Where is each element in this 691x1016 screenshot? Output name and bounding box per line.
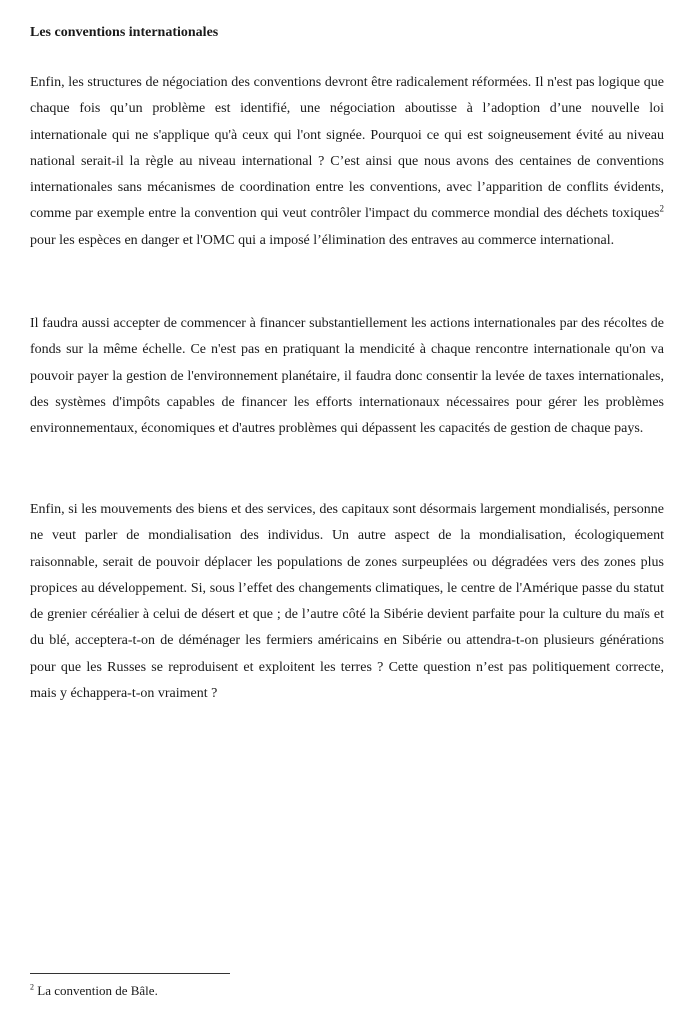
footnote-reference[interactable]: 2: [659, 203, 664, 214]
paragraph-1: [30, 70, 664, 254]
paragraph-1-text-a: Enfin, les structures de négociation des conventions devront être radicalement réformées. Il n'est pas logique que chaque fois qu’un problème est identifié, une négociation aboutisse à l’adoption d’une nouvelle loi internationale qui ne s'applique qu'à ceux qui l'ont signée. Pourquoi ce qui est soigneusement évité au niveau national serait-il la règle au niveau international ? C’est ainsi que nous avons des centaines de conventions internationales sans mécanismes de coordination entre les conventions, avec l’apparition de conflits évidents, comme par exemple entre la convention qui veut contrôler l'impact du commerce mondial des déchets toxiques: [30, 75, 664, 222]
section-title: Les conventions internationales: [30, 25, 219, 40]
paragraph-2: Il faudra aussi accepter de commencer à financer substantiellement les actions internationales par des récoltes de fonds sur la même échelle. Ce n'est pas en pratiquant la mendicité à chaque rencontre internationale qu'on va pouvoir payer la gestion de l'environnement planétaire, il faudra donc consentir la levée de taxes internationales, des systèmes d'impôts capables de financer les efforts internationaux nécessaires pour gérer les problèmes environnementaux, économiques et d'autres problèmes qui dépassent les capacités de gestion de chaque pays.: [30, 316, 664, 437]
paragraph-1-text-b: pour les espèces en danger et l'OMC qui a imposé l’élimination des entraves au commerce international.: [30, 232, 615, 248]
paragraph-3: Enfin, si les mouvements des biens et des services, des capitaux sont désormais largement mondialisés, personne ne veut parler de mondialisation des individus. Un autre aspect de la mondialisation, écologiquement raisonnable, serait de pouvoir déplacer les populations de zones surpeuplées ou dégradées vers des zones plus propices au développement. Si, sous l’effet des changements climatiques, le centre de l'Amérique passe du statut de grenier céréalier à celui de désert et que ; de l’autre côté la Sibérie devient parfaite pour la culture du maïs et du blé, acceptera-t-on de déménager les fermiers américains en Sibérie ou attendra-t-on plusieurs générations pour que les Russes se reproduisent et exploitent les terres ? Cette question n’est pas politiquement correcte, mais y échappera-t-on vraiment ?: [30, 502, 664, 702]
footnote-number: 2: [30, 982, 34, 992]
footnote-separator: [30, 973, 230, 974]
footnote-text: La convention de Bâle.: [34, 983, 158, 998]
footnote: [30, 983, 158, 999]
